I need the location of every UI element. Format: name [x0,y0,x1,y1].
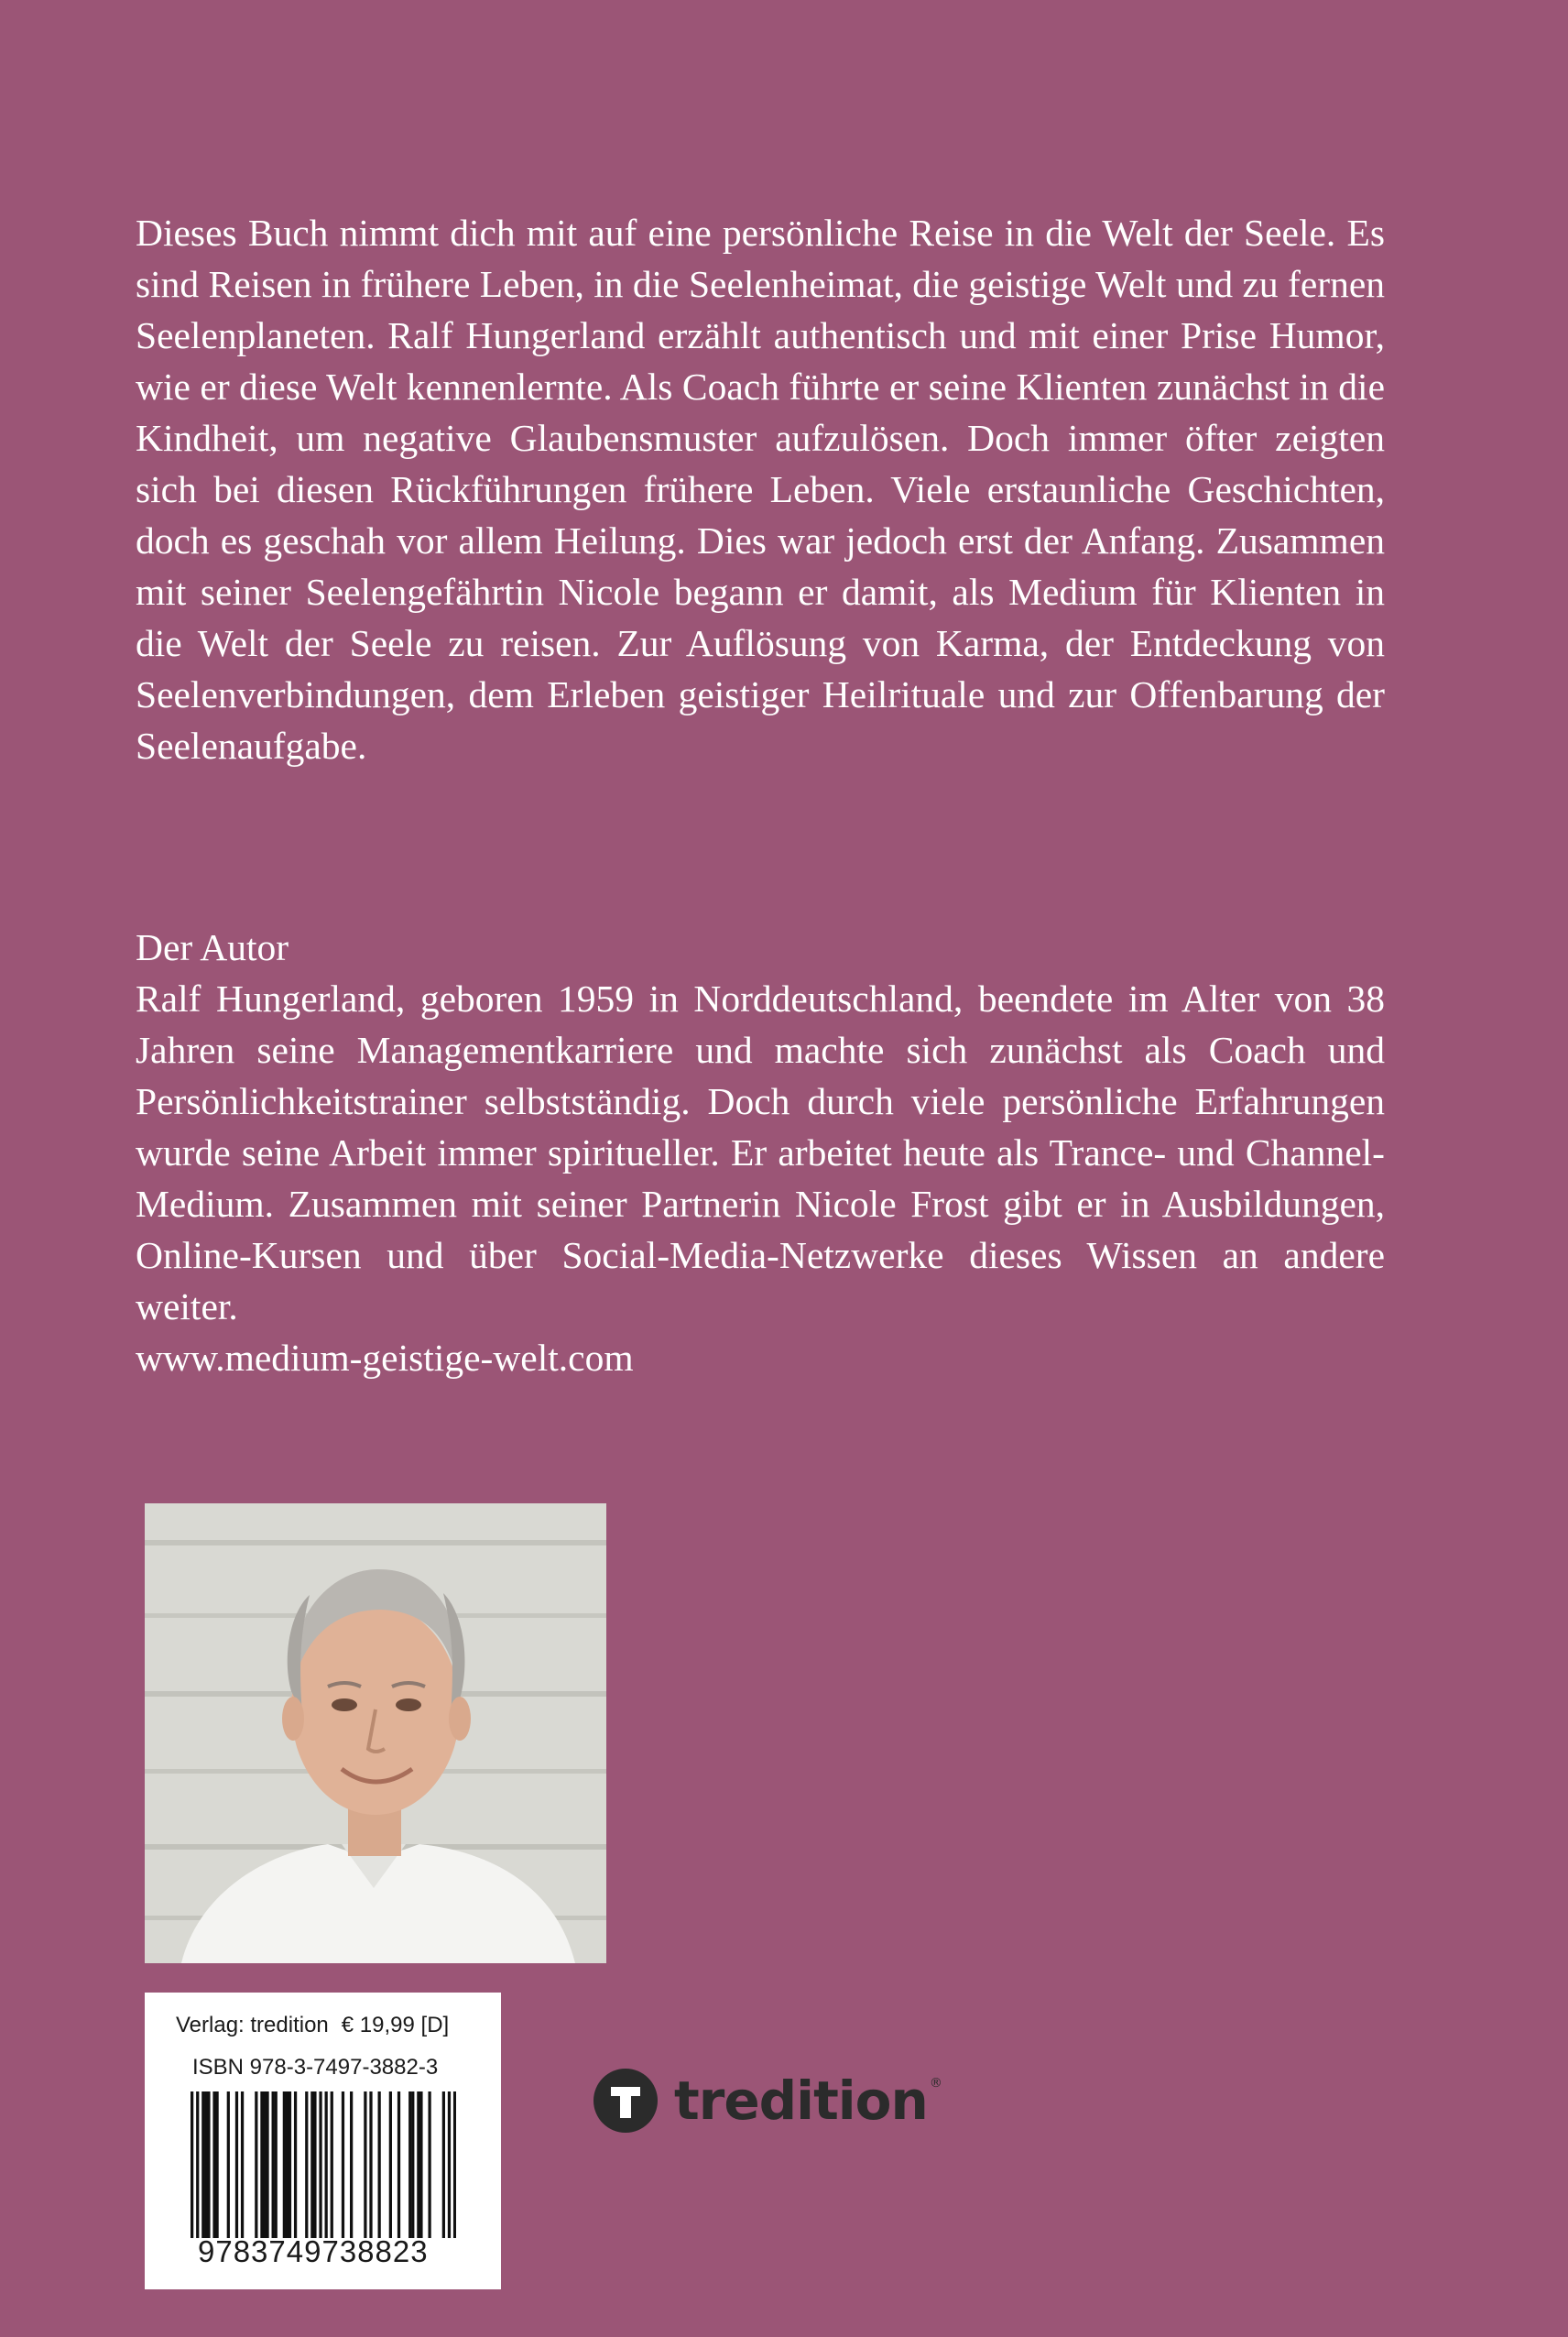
barcode-bar [204,2091,207,2238]
barcode-bar [241,2091,244,2238]
barcode-bar [428,2091,430,2238]
barcode-bar [196,2091,199,2238]
publisher-wordmark: tredition [674,2069,928,2132]
barcode-bar [331,2091,333,2238]
barcode-bar [260,2091,263,2238]
barcode-bar [275,2091,278,2238]
author-heading: Der Autor [136,926,289,968]
barcode-bar [378,2091,381,2238]
barcode-bar [305,2091,308,2238]
barcode-bar [417,2091,419,2238]
barcode-bar [227,2091,230,2238]
barcode-bar [191,2091,193,2238]
barcode-bar [255,2091,257,2238]
barcode-bar [201,2091,204,2238]
barcode-bar [442,2091,445,2238]
barcode-bar [294,2091,297,2238]
barcode-bar [419,2091,422,2238]
barcode-bar [364,2091,366,2238]
barcode-bar [286,2091,289,2238]
barcode-bar [408,2091,411,2238]
barcode-bar [313,2091,316,2238]
barcode-bar [389,2091,392,2238]
barcode-bar [342,2091,344,2238]
barcode-bar [411,2091,414,2238]
barcode-label [145,1993,501,2289]
author-section [136,922,1385,1383]
barcode-bar [207,2091,210,2238]
barcode-bar [235,2091,238,2238]
ean-digits: 9783749738823 [198,2234,429,2268]
barcode-bar [263,2091,266,2238]
barcode-bar [289,2091,291,2238]
barcode-bar [272,2091,275,2238]
publisher-label: Verlag: tredition [176,2013,329,2037]
author-bio: Ralf Hungerland, geboren 1959 in Norddeutschland, beendete im Alter von 38 Jahren seine Managementkarriere und machte sich zunächst als Coach und Persönlichkeitstrainer selbstständig. Doch durch viele persönliche Erfahrungen wurde seine Arbeit immer spiritueller. Er arbeitet heute als Trance- und Channel-Medium. Zusammen mit seiner Partnerin Nicole Frost gibt er in Ausbildungen, Online-Kursen und über Social-Media-Netzwerke dieses Wissen an andere weiter. [136,977,1385,1327]
barcode-bars [191,2091,456,2238]
publisher-logo [593,2063,942,2138]
isbn-label: ISBN 978-3-7497-3882-3 [192,2055,439,2080]
book-blurb: Dieses Buch nimmt dich mit auf eine persönliche Reise in die Welt der Seele. Es sind Reisen in frühere Leben, in die Seelenheimat, die geistige Welt und zu fernen Seelenplaneten. Ralf Hungerland erzählt authentisch und mit einer Prise Humor, wie er diese Welt kennenlernte. Als Coach führte er seine Klienten zunächst in die Kindheit, um negative Glaubensmuster aufzulösen. Doch immer öfter zeigten sich bei diesen Rückführungen frühere Leben. Viele erstaunliche Geschichten, doch es geschah vor allem Heilung. Dies war jedoch erst der Anfang. Zusammen mit seiner Seelengefährtin Nicole begann er damit, als Medium für Klienten in die Welt der Seele zu reisen. Zur Auflösung von Karma, der Entdeckung von Seelenverbindungen, dem Erleben geistiger Heilrituale und zur Offenbarung der Seelenaufgabe. [136,212,1385,767]
publisher-price-row [176,2013,449,2038]
author-website-link[interactable]: www.medium-geistige-welt.com [136,1337,634,1379]
barcode-bar [266,2091,268,2238]
barcode-bar [369,2091,372,2238]
tredition-t-icon [593,2069,658,2133]
barcode-bar [212,2091,215,2238]
barcode-bar [350,2091,353,2238]
barcode-bar [325,2091,328,2238]
registered-mark: ® [929,2076,942,2091]
barcode-bar [283,2091,286,2238]
barcode-bar [453,2091,456,2238]
barcode-bar [215,2091,218,2238]
barcode-bar [448,2091,451,2238]
barcode-bar [310,2091,313,2238]
author-photo [145,1503,606,1963]
barcode-bar [397,2091,400,2238]
price-label: € 19,99 [D] [341,2013,450,2037]
barcode-bar [319,2091,321,2238]
